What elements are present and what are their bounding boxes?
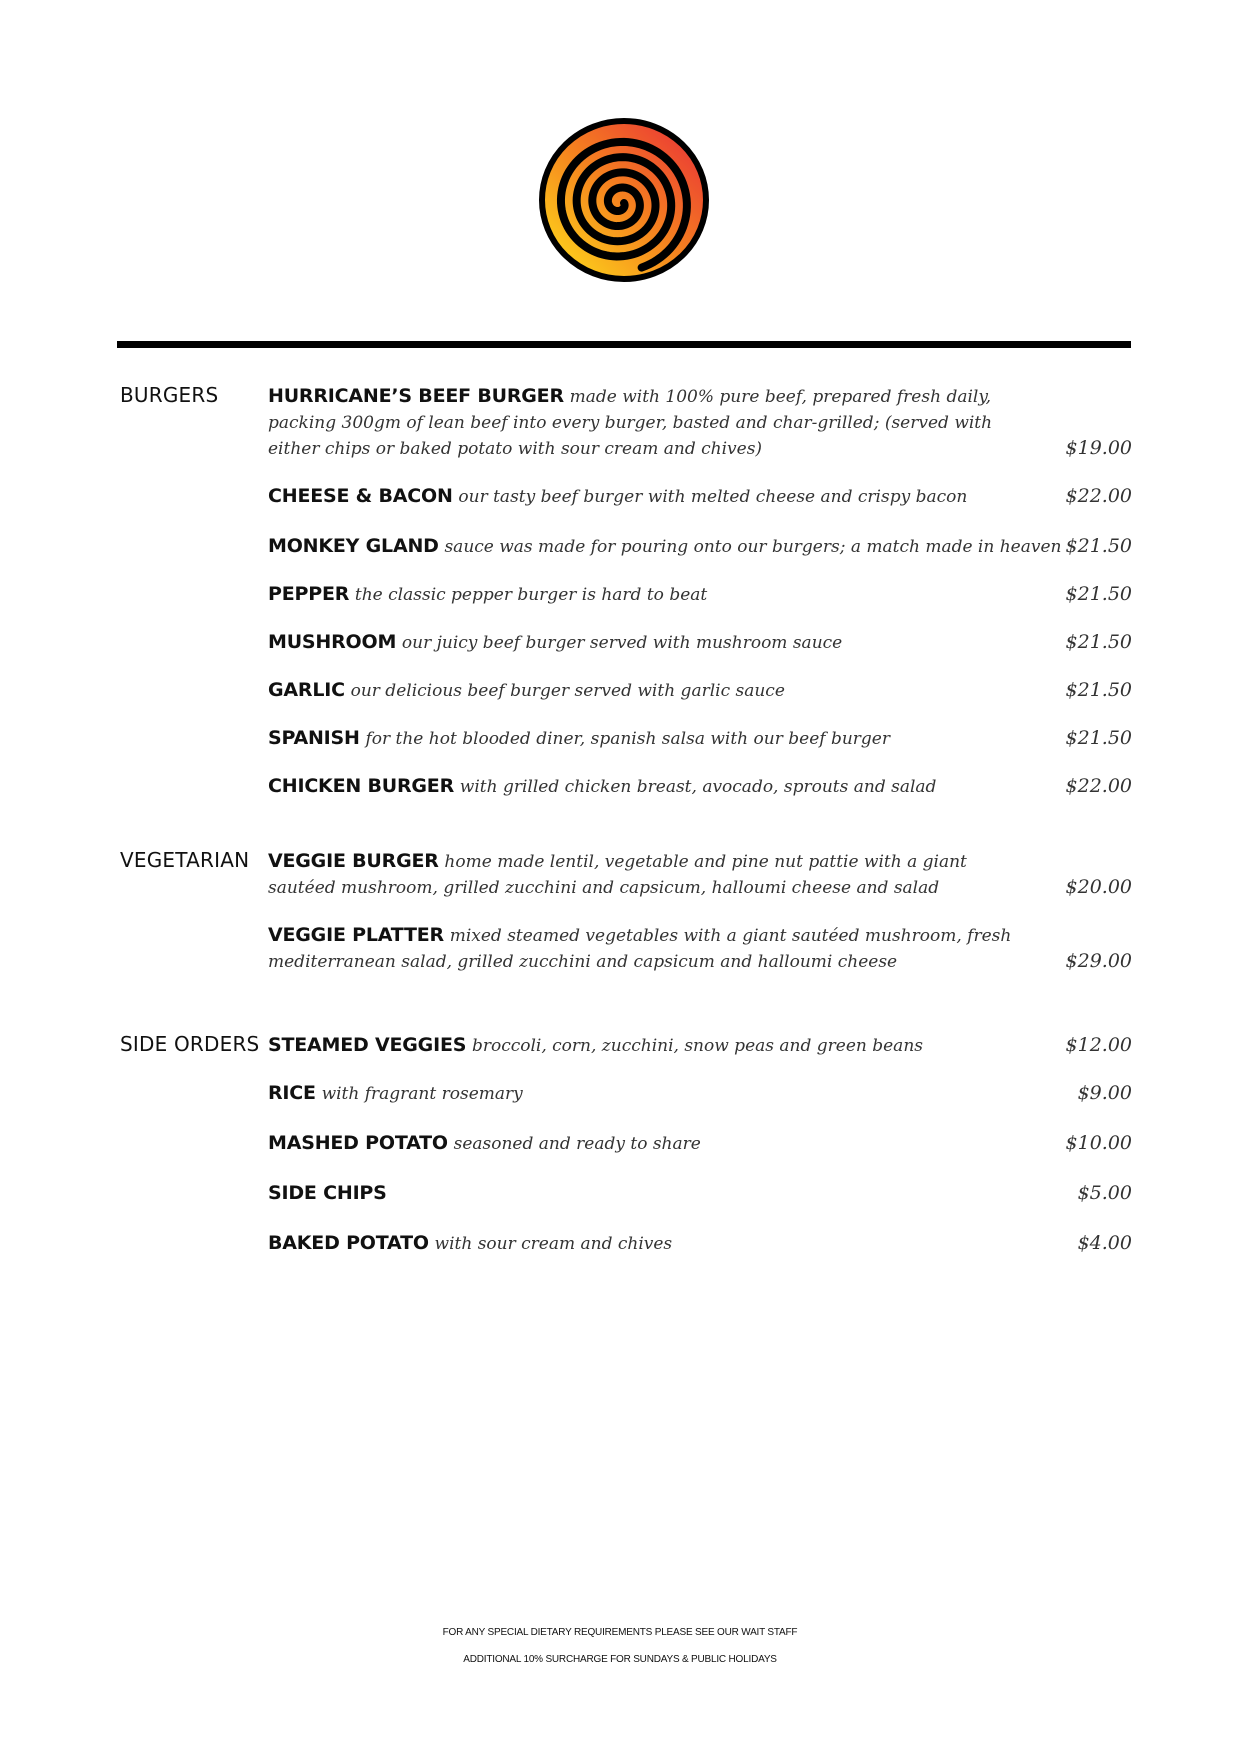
item-price: $4.00 — [1077, 1232, 1132, 1254]
item-price: $21.50 — [1065, 727, 1132, 749]
item-price: $19.00 — [1065, 437, 1132, 459]
item-name: MASHED POTATO — [268, 1132, 448, 1154]
item-price: $20.00 — [1065, 876, 1132, 898]
item-price: $21.50 — [1065, 583, 1132, 605]
item-price: $21.50 — [1065, 631, 1132, 653]
item-name: SIDE CHIPS — [268, 1182, 387, 1204]
item-description: our delicious beef burger served with garlic sauce — [350, 681, 785, 701]
item-name: STEAMED VEGGIES — [268, 1034, 467, 1056]
menu-item — [268, 629, 1132, 655]
spiral-logo-icon — [536, 115, 712, 285]
menu-item — [268, 677, 1132, 703]
item-price: $21.50 — [1065, 679, 1132, 701]
menu-item — [268, 773, 1132, 799]
item-price: $5.00 — [1077, 1182, 1132, 1204]
item-price: $21.50 — [1065, 535, 1132, 557]
header-rule — [117, 341, 1131, 348]
item-description: with sour cream and chives — [434, 1234, 673, 1254]
item-description: broccoli, corn, zucchini, snow peas and green beans — [471, 1036, 923, 1056]
item-description: home made lentil, vegetable and pine nut pattie with a giant sautéed mushroom, grilled zucchini and capsicum, halloumi cheese and salad — [268, 852, 967, 898]
menu-item — [268, 1032, 1132, 1058]
item-price: $9.00 — [1077, 1082, 1132, 1104]
section-label: BURGERS — [120, 383, 219, 407]
item-description: with fragrant rosemary — [321, 1084, 523, 1104]
item-description: the classic pepper burger is hard to beat — [354, 585, 708, 605]
item-description: for the hot blooded diner, spanish salsa with our beef burger — [365, 729, 890, 749]
item-description: made with 100% pure beef, prepared fresh daily, packing 300gm of lean beef into every burger, basted and char-grilled; (served with either chips or baked potato with sour cream and chives) — [268, 387, 993, 459]
item-price: $22.00 — [1065, 485, 1132, 507]
section-label: SIDE ORDERS — [120, 1032, 260, 1056]
item-description: our juicy beef burger served with mushroom sauce — [401, 633, 843, 653]
item-description: with grilled chicken breast, avocado, sprouts and salad — [459, 777, 937, 797]
menu-item — [268, 483, 1132, 509]
section-label: VEGETARIAN — [120, 848, 250, 872]
menu-item — [268, 848, 1132, 900]
footer-dietary-note: FOR ANY SPECIAL DIETARY REQUIREMENTS PLEASE SEE OUR WAIT STAFF — [442, 1627, 798, 1638]
item-description: seasoned and ready to share — [453, 1134, 701, 1154]
item-price: $12.00 — [1065, 1034, 1132, 1056]
item-name: BAKED POTATO — [268, 1232, 429, 1254]
menu-item — [268, 533, 1132, 559]
item-price: $22.00 — [1065, 775, 1132, 797]
item-price: $29.00 — [1065, 950, 1132, 972]
footer-surcharge-note: ADDITIONAL 10% SURCHARGE FOR SUNDAYS & PUBLIC HOLIDAYS — [463, 1654, 777, 1665]
item-name: VEGGIE BURGER — [268, 850, 439, 872]
item-price: $10.00 — [1065, 1132, 1132, 1154]
item-name: HURRICANE’S BEEF BURGER — [268, 385, 564, 407]
menu-item — [268, 1130, 1132, 1156]
menu-item — [268, 1180, 1132, 1206]
item-name: VEGGIE PLATTER — [268, 924, 444, 946]
menu-item — [268, 725, 1132, 751]
item-name: CHICKEN BURGER — [268, 775, 455, 797]
menu-item — [268, 383, 1132, 461]
item-name: MUSHROOM — [268, 631, 397, 653]
item-description: mixed steamed vegetables with a giant sautéed mushroom, fresh mediterranean salad, grilled zucchini and capsicum and halloumi cheese — [268, 926, 1012, 972]
menu-item — [268, 1230, 1132, 1256]
item-name: CHEESE & BACON — [268, 485, 453, 507]
item-name: GARLIC — [268, 679, 345, 701]
item-description: sauce was made for pouring onto our burgers; a match made in heaven — [444, 537, 1062, 557]
menu-item — [268, 1080, 1132, 1106]
item-name: PEPPER — [268, 583, 350, 605]
menu-item — [268, 581, 1132, 607]
item-name: RICE — [268, 1082, 316, 1104]
item-description: our tasty beef burger with melted cheese and crispy bacon — [458, 487, 968, 507]
menu-item — [268, 922, 1132, 974]
item-name: MONKEY GLAND — [268, 535, 439, 557]
item-name: SPANISH — [268, 727, 360, 749]
